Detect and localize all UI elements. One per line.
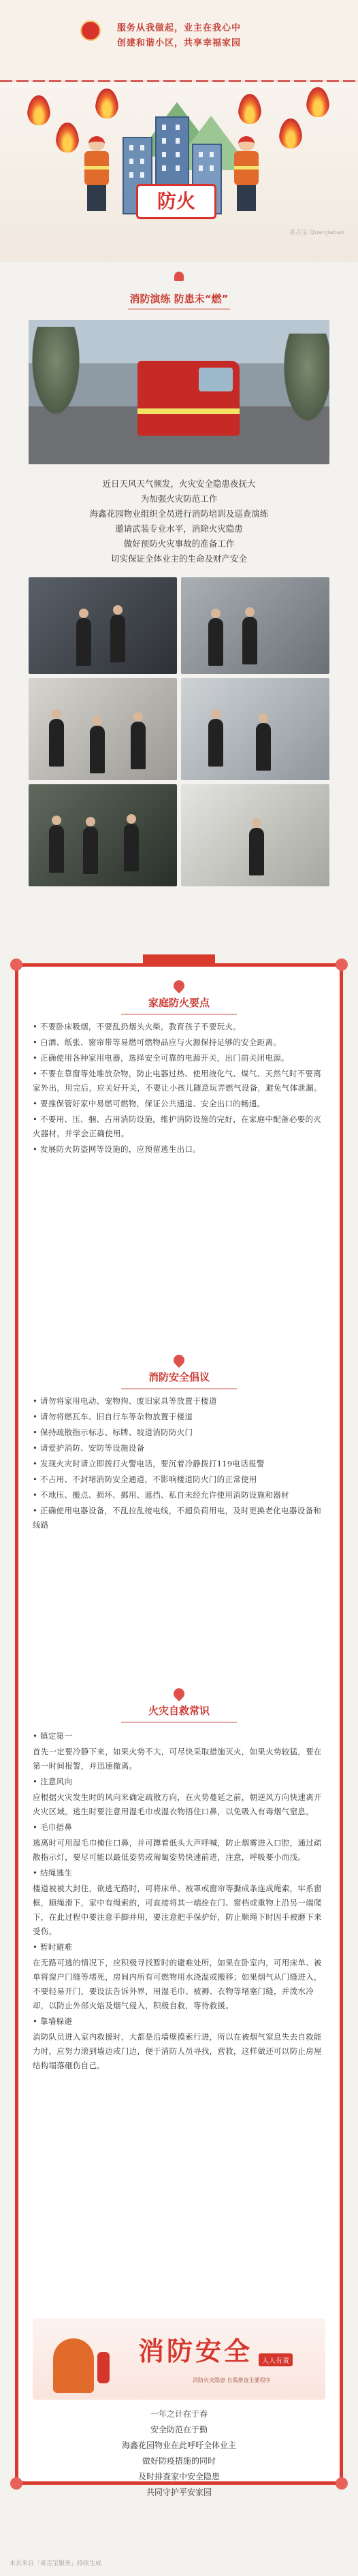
drill-photo-2 [181, 577, 329, 674]
title-underline [121, 1388, 237, 1389]
fire-truck-graphic [137, 361, 240, 436]
firefighter-icon [53, 2338, 94, 2393]
firefighter-left-icon [82, 136, 112, 211]
section-title-text: 消防安全倡议 [148, 1371, 210, 1383]
list-item: • 不要在靠窗等处堆放杂物，防止电器过热、使用液化气、煤气、天然气时不要离家外出，用完后，应关好开关，不要让小孩儿随意玩弄燃气设备，避免气体泄漏。 [33, 1069, 322, 1093]
list-item-body: 应根据火灾发生时的风向来确定疏散方向，在火势蔓延之前，朝逆风方向快速离开火灾区域。逃生时要注意用湿毛巾或湿衣物捂住口鼻，以免吸入有毒烟气窒息。 [33, 1792, 322, 1816]
footer-note: 本页来自「喜吉宝服务」持续生成 [10, 2560, 102, 2567]
list-item: • 白酒、纸张、窗帘带等易燃可燃物品应与火源保持足够的安全距离。 [33, 1037, 282, 1047]
drill-photo-5 [29, 784, 177, 886]
self-rescue-list [33, 1729, 325, 2074]
list-item: • 不要用、压、捆、占用消防设施，维护消防设施的完好，在家庭中配备必要的灭火器材，并学会正确使用。 [33, 1114, 322, 1138]
fire-prevention-illustration [0, 82, 358, 262]
extinguisher-icon [97, 2352, 110, 2383]
list-item: • 请爱护消防、安防等设施设备 [33, 1443, 145, 1453]
flame-icon [95, 88, 118, 118]
heart-icon [172, 1686, 187, 1702]
list-item-head: • 注意风向 [33, 1777, 73, 1786]
title-underline [121, 1722, 237, 1723]
list-item: • 不占用、不封堵消防安全通道，不影响楼道防火门的正常使用 [33, 1475, 257, 1484]
closing-line: 共同守护平安家园 [146, 2488, 212, 2497]
drill-line: 近日天风天气频发，火灾安全隐患夜抚大 [102, 479, 256, 489]
drill-line: 邀请武装专业水平，消除火灾隐患 [115, 524, 243, 534]
list-item: • 正确使用各种家用电器，选择安全可靠的电源开关，出门前关闭电源。 [33, 1053, 289, 1063]
drill-photo-6 [181, 784, 329, 886]
list-item-body: 消防队员进入室内救援时，大都是沿墙壁摸索行进，所以在被烟气窒息失去自救能力时，应努力滚到墙边或门边，便于消防人员寻找，营救，这样做还可以防止房屋结构塌落砸伤自己。 [33, 2032, 322, 2070]
list-item-head: • 结绳逃生 [33, 1868, 73, 1878]
header-slogan-2: 创建和谐小区，共享幸福家园 [116, 38, 241, 48]
safety-initiative-section-title [0, 1355, 358, 1389]
flame-icon [279, 118, 302, 148]
closing-line: 做好防疫措施的同时 [142, 2456, 216, 2466]
drill-section-title: 消防演练 防患未“燃” [129, 293, 229, 305]
flower-icon [10, 959, 22, 971]
poster-headline: 消防安全 [138, 2336, 253, 2366]
list-item-head: • 暂时避难 [33, 1942, 73, 1952]
fire-safety-poster [33, 2318, 325, 2400]
poster-caption: 消防火灾隐患 自我排查主要程序 [193, 2377, 271, 2383]
safety-card [15, 963, 343, 2485]
closing-line: 安全防范在于勤 [150, 2425, 208, 2434]
home-fire-section-title [0, 980, 358, 1015]
list-item-body: 在无路可逃的情况下，应积极寻找暂时的避难处所，如果在卧室内，可用床单、被单将窗户门缝等堵死，房间内所有可燃物用水浇湿或搬移；如果烟气从门缝进入，不要轻易开门，要设法告诉外界，用湿毛巾、被褥、衣物等堵塞门缝，并泼水冷却，以防止外部火焰及烟气侵入，积极自救，等待救援。 [33, 1958, 322, 2010]
list-item: • 保持疏散指示标志、标牌、坡道消防防火门 [33, 1428, 193, 1437]
flame-icon [27, 95, 50, 125]
list-item: • 请勿将家用电动、宠物狗、废旧家具等放置于楼道 [33, 1396, 217, 1406]
list-item: • 不要卧床吸烟，不要乱扔烟头火柴，教育孩子不要玩火。 [33, 1022, 242, 1031]
section-title-text: 火灾自救常识 [148, 1705, 210, 1717]
list-item: • 要推保管好家中易燃可燃物，保证公共通道、安全出口的畅通。 [33, 1099, 265, 1108]
watermark: 喜吉宝 Quanjiabao [289, 229, 344, 236]
title-underline [121, 1014, 237, 1015]
self-rescue-section-title [0, 1688, 358, 1723]
header-slogan-1: 服务从我做起，业主在我心中 [116, 23, 241, 33]
drill-photo-1 [29, 577, 177, 674]
title-underline [128, 308, 230, 310]
list-item-body: 逃离时可用湿毛巾掩住口鼻，并可蹲着低头大声呼喊，防止烟雾进入口腔，通过疏散指示灯，要尽可能以最低姿势或匍匐姿势快速前进，注意，呼吸要小而浅。 [33, 1838, 322, 1862]
flame-icon [56, 123, 79, 152]
list-item: • 发展防火防盗网等设施的，应预留逃生出口。 [33, 1144, 201, 1154]
poster-tag: 人人有责 [259, 2353, 293, 2366]
tree-graphic [280, 334, 329, 429]
heart-icon [172, 1353, 187, 1368]
closing-line: 及时排查家中安全隐患 [137, 2472, 220, 2481]
flower-icon [336, 959, 348, 971]
list-item-head: • 靠墙躲避 [33, 2016, 73, 2026]
heart-icon [172, 978, 187, 994]
header-banner [0, 0, 358, 82]
drill-photo-4 [181, 678, 329, 780]
list-item: • 不地压、搬点、损坏、挪用、遮挡、私自未经允许使用消防设施和器材 [33, 1490, 289, 1500]
closing-message [0, 2406, 358, 2500]
list-item: • 正确使用电器设备，不乱拉乱接电线，不超负荷用电，及时更换老化电器设备和线路 [33, 1506, 322, 1530]
list-item-body: 首先一定要冷静下来，如果火势不大，可尽快采取措施灭火，如果火势较猛，要在第一时间报警，并迅速撤离。 [33, 1747, 322, 1771]
safety-initiative-list [33, 1394, 325, 1534]
bell-icon [174, 272, 184, 281]
fire-truck-photo [29, 320, 329, 464]
firefighter-right-icon [231, 136, 261, 211]
drill-section-header [0, 269, 358, 310]
drill-line: 切实保证全体业主的生命及财产安全 [110, 553, 247, 564]
closing-line: 海鑫花园物业在此呼吁全体业主 [121, 2441, 236, 2450]
list-item-head: • 镇定第一 [33, 1731, 73, 1741]
list-item: • 发现火灾时请立即拨打火警电话，要沉着冷静拨打119电话报警 [33, 1459, 265, 1468]
drill-line: 做好预防火灾事故的准备工作 [123, 538, 235, 549]
drill-line: 为加强火灾防范工作 [140, 494, 218, 504]
section-title-text: 家庭防火要点 [148, 997, 210, 1009]
drill-photo-3 [29, 678, 177, 780]
flame-icon [306, 87, 329, 117]
tree-graphic [29, 327, 83, 422]
list-item: • 请勿将燃瓦车、旧自行车等杂物放置于楼道 [33, 1412, 193, 1421]
closing-line: 一年之计在于春 [150, 2409, 208, 2419]
drill-line: 海鑫花园物业组织全员进行消防培训及巡查演练 [89, 509, 269, 519]
list-item-body: 楼道被被大封住，欲逃无路时，可将床单、被罩或窗帘等撕成条连成绳索，牢系窗框，顺绳滑下，家中有绳索的，可直接将其一端拴在门、窗档或重物上沿另一端爬下，在此过程中要注意手脚并用，要注意把手保护好，防止顺绳下时因手被磨下来受伤。 [33, 1884, 322, 1936]
fire-prevention-sign: 防火 [136, 184, 216, 219]
list-item-head: • 毛巾捂鼻 [33, 1822, 73, 1832]
home-fire-list [33, 1020, 325, 1158]
drill-description [0, 477, 358, 566]
